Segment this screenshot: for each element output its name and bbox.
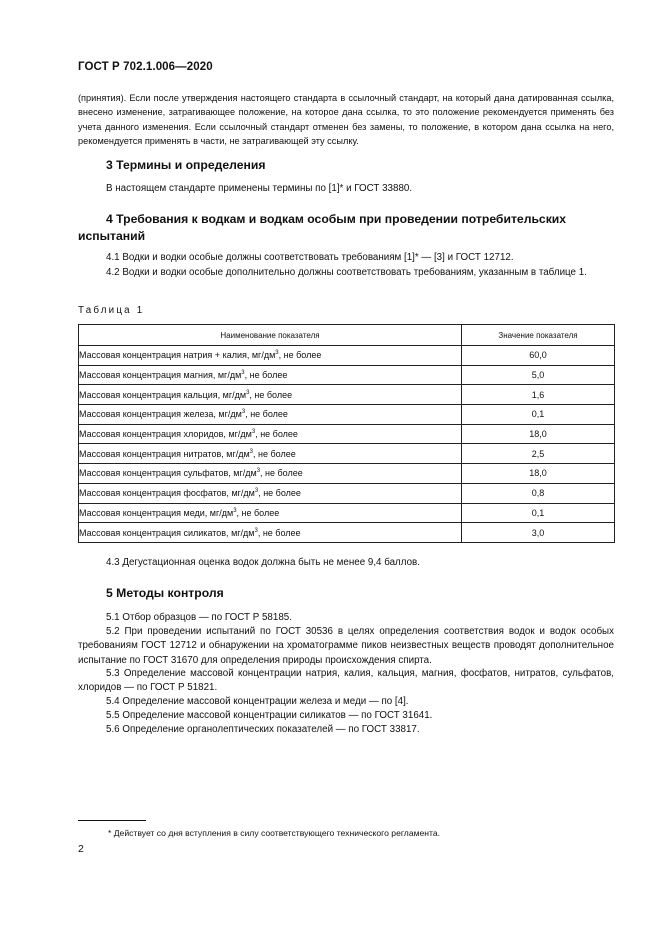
- unit-base: мг/дм: [218, 409, 242, 420]
- unit-base: мг/дм: [228, 429, 252, 440]
- indicator-label: Массовая концентрация нитратов,: [79, 448, 227, 459]
- clause-5-2: 5.2 При проведении испытаний по ГОСТ 30536 в целях определения соответствия водок и водок особых требованиям ГОСТ 12712 и обнаружении на хроматограмме пиков неизвестных веществ проводят дополнительное испытание по ГОСТ 31670 для определения природы происхождения спирта.: [78, 626, 614, 666]
- unit-base: мг/дм: [231, 527, 255, 538]
- indicator-name: [79, 444, 462, 464]
- indicator-label: Массовая концентрация сульфатов,: [79, 468, 234, 479]
- page-number: 2: [78, 843, 84, 855]
- clause-5-1: 5.1 Отбор образцов — по ГОСТ Р 58185.: [106, 612, 292, 623]
- document-header: ГОСТ Р 702.1.006—2020: [78, 61, 213, 73]
- table-caption: Таблица 1: [78, 305, 145, 316]
- indicator-name: [79, 405, 462, 425]
- unit-exponent: 3: [251, 429, 256, 436]
- clause-5-4: 5.4 Определение массовой концентрации железа и меди — по [4].: [106, 696, 409, 707]
- unit-base: мг/дм: [231, 488, 255, 499]
- indicator-value: 5,0: [462, 365, 615, 385]
- footnote-divider: [78, 820, 146, 821]
- limit-suffix: , не более: [236, 507, 280, 518]
- indicator-value: 3,0: [462, 523, 615, 543]
- limit-suffix: , не более: [249, 389, 293, 400]
- table-row: [79, 503, 615, 523]
- unit-base: мг/дм: [209, 507, 234, 518]
- indicator-label: Массовая концентрация силикатов,: [79, 527, 232, 538]
- limit-suffix: , не более: [258, 488, 301, 499]
- unit-base: мг/дм: [226, 448, 250, 459]
- unit-exponent: 3: [254, 488, 259, 495]
- section-3-text: В настоящем стандарте применены термины по [1]* и ГОСТ 33880.: [106, 183, 413, 194]
- indicator-label: Массовая концентрация железа,: [79, 409, 219, 420]
- indicator-label: Массовая концентрация кальция,: [79, 389, 223, 400]
- table-header-row: [79, 325, 615, 346]
- clause-5-3: 5.3 Определение массовой концентрации натрия, калия, кальция, магния, фосфатов, нитратов, сульфатов, хлоридов — по ГОСТ Р 51821.: [78, 668, 614, 694]
- requirements-table: [78, 324, 615, 543]
- unit-exponent: 3: [241, 370, 245, 377]
- unit-base: мг/дм: [217, 370, 242, 381]
- limit-suffix: , не более: [253, 448, 296, 459]
- section-5-title: 5 Методы контроля: [106, 586, 224, 600]
- clause-5-5: 5.5 Определение массовой концентрации силикатов — по ГОСТ 31641.: [106, 710, 433, 721]
- footnote: * Действует со дня вступления в силу соответствующего технического регламента.: [108, 828, 441, 838]
- table-row: [79, 444, 615, 464]
- indicator-name: [79, 365, 462, 385]
- limit-suffix: , не более: [255, 429, 298, 440]
- unit-exponent: 3: [241, 409, 246, 416]
- column-header-value: Значение показателя: [462, 325, 615, 346]
- indicator-value: 2,5: [462, 444, 615, 464]
- limit-suffix: , не более: [244, 370, 288, 381]
- table-row: [79, 365, 615, 385]
- limit-suffix: , не более: [257, 527, 301, 538]
- table-row: [79, 464, 615, 484]
- column-header-name: Наименование показателя: [79, 325, 462, 346]
- indicator-name: [79, 523, 462, 543]
- indicator-label: Массовая концентрация натрия + калия,: [79, 350, 252, 361]
- clause-4-3: 4.3 Дегустационная оценка водок должна быть не менее 9,4 баллов.: [106, 557, 420, 568]
- indicator-name: [79, 424, 462, 444]
- indicator-name: [79, 464, 462, 484]
- section-4-title: 4 Требования к водкам и водкам особым при проведении потребительских испытаний: [78, 212, 567, 243]
- clause-5-6: 5.6 Определение органолептических показателей — по ГОСТ 33817.: [106, 724, 420, 735]
- unit-exponent: 3: [275, 350, 279, 357]
- indicator-label: Массовая концентрация хлоридов,: [79, 429, 229, 440]
- unit-base: мг/дм: [222, 389, 247, 400]
- indicator-value: 18,0: [462, 464, 615, 484]
- limit-suffix: , не более: [245, 409, 288, 420]
- intro-paragraph: (принятия). Если после утверждения настоящего стандарта в ссылочный стандарт, на который дана датированная ссылка, внесено изменение, затрагивающее положение, на которое дана ссылка, то это положение рекомендуется применять без учета данного изменения. Если ссылочный стандарт отменен без замены, то положение, в котором дана ссылка на него, рекомендуется применять в части, не затрагивающей эту ссылку.: [78, 93, 614, 147]
- indicator-value: 18,0: [462, 424, 615, 444]
- indicator-name: [79, 483, 462, 503]
- unit-exponent: 3: [254, 527, 258, 534]
- clause-4-1: 4.1 Водки и водки особые должны соответствовать требованиям [1]* — [3] и ГОСТ 12712.: [106, 252, 514, 263]
- unit-exponent: 3: [256, 468, 261, 475]
- indicator-value: 0,8: [462, 483, 615, 503]
- clause-4-2: 4.2 Водки и водки особые дополнительно должны соответствовать требованиям, указанным в таблице 1.: [106, 267, 587, 278]
- table-row: [79, 523, 615, 543]
- indicator-value: 60,0: [462, 346, 615, 366]
- indicator-name: [79, 346, 462, 366]
- limit-suffix: , не более: [278, 350, 322, 361]
- table-row: [79, 424, 615, 444]
- unit-exponent: 3: [246, 389, 250, 396]
- indicator-label: Массовая концентрация меди,: [79, 507, 210, 518]
- indicator-value: 0,1: [462, 405, 615, 425]
- limit-suffix: , не более: [260, 468, 303, 479]
- indicator-label: Массовая концентрация магния,: [79, 370, 218, 381]
- unit-exponent: 3: [249, 448, 254, 455]
- section-3-title: 3 Термины и определения: [106, 158, 266, 172]
- indicator-name: [79, 503, 462, 523]
- unit-exponent: 3: [233, 507, 237, 514]
- unit-base: мг/дм: [233, 468, 257, 479]
- indicator-value: 1,6: [462, 385, 615, 405]
- table-row: [79, 483, 615, 503]
- indicator-value: 0,1: [462, 503, 615, 523]
- indicator-name: [79, 385, 462, 405]
- indicator-label: Массовая концентрация фосфатов,: [79, 488, 232, 499]
- unit-base: мг/дм: [251, 350, 276, 361]
- table-row: [79, 405, 615, 425]
- table-row: [79, 385, 615, 405]
- table-row: [79, 346, 615, 366]
